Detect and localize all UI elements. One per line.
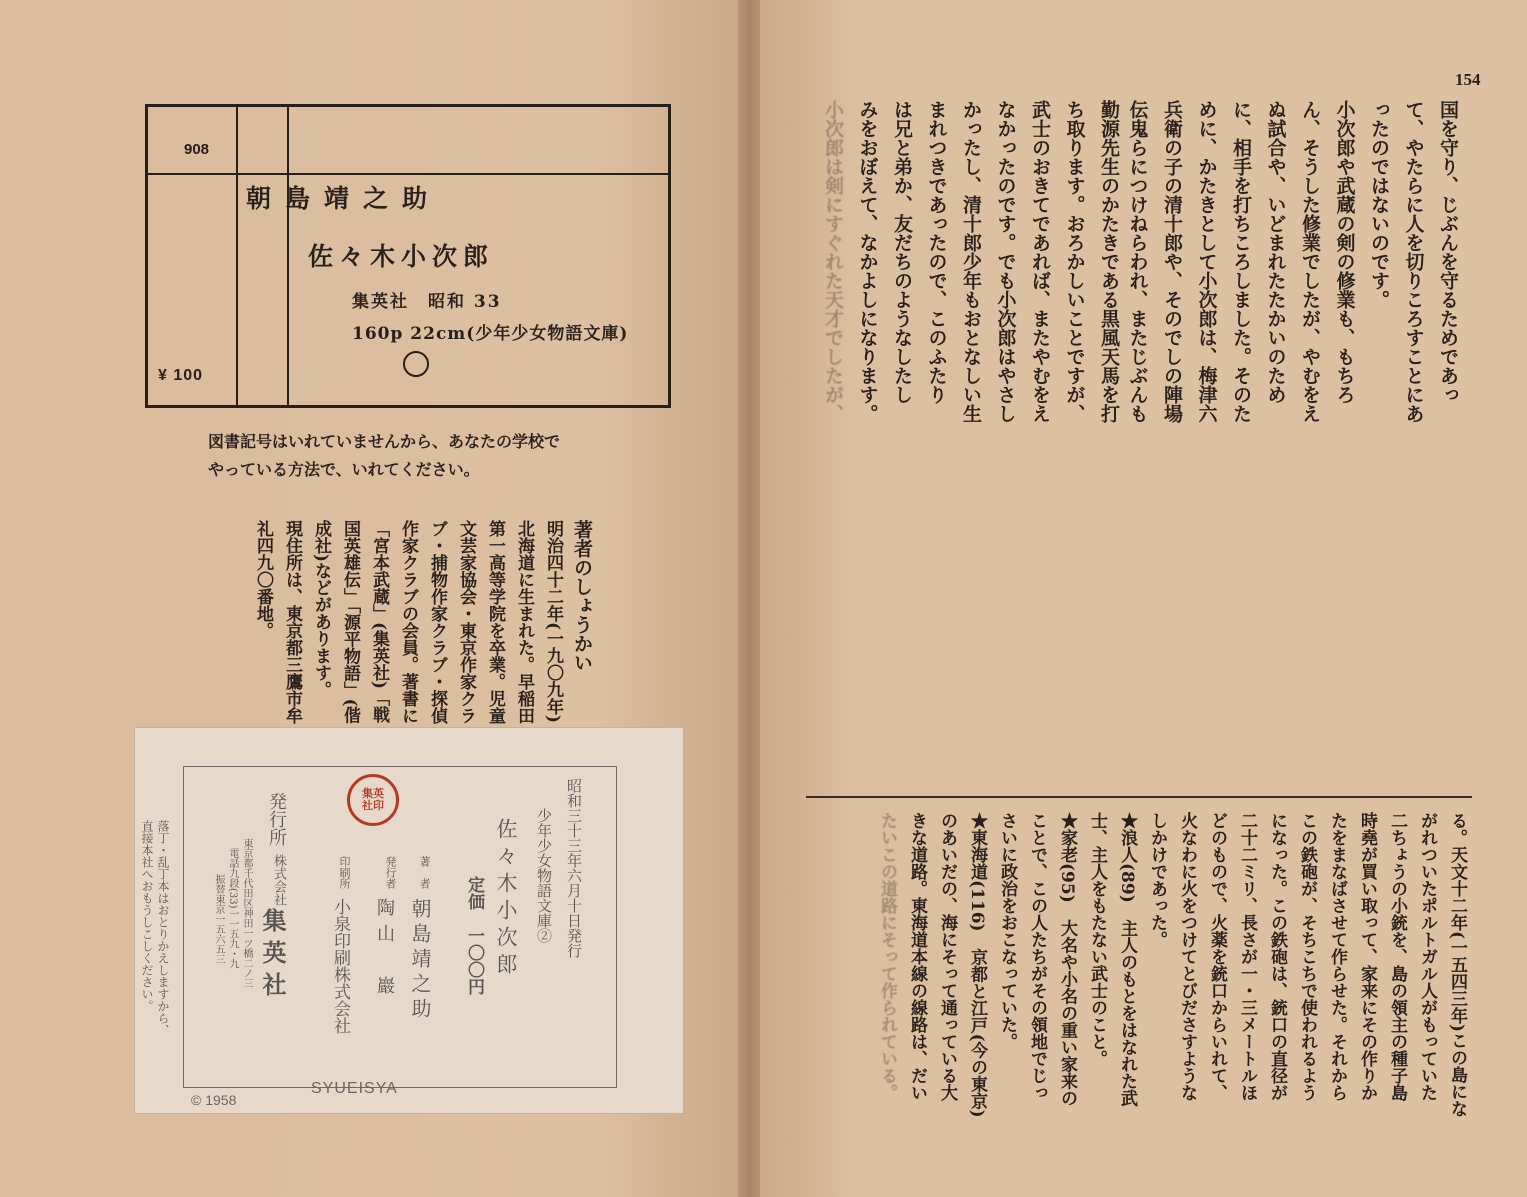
text-column: ぬ試合や、いどまれたたかいのため bbox=[1264, 100, 1287, 404]
text-column: は兄と弟か、友だちのようなしたし bbox=[891, 100, 913, 404]
section-rule bbox=[806, 796, 1472, 798]
note-column: る。天文十二年(一五四三年)この島にな bbox=[1447, 812, 1467, 1118]
bio-line: 成社)などがあります。 bbox=[311, 520, 331, 699]
bio-heading: 著者のしょうかい bbox=[571, 520, 593, 672]
bio-line: 国英雄伝」「源平物語」(偕 bbox=[340, 520, 360, 724]
bio-line: 現住所は、東京都三鷹市牟 bbox=[282, 520, 302, 724]
colophon-printer: 小泉印刷株式会社 bbox=[330, 898, 350, 1034]
card-circle-mark bbox=[403, 351, 429, 377]
colophon-return-note: 直接本社へおもうしこしください。 bbox=[140, 820, 154, 1012]
note-column: きな道路。東海道本線の線路は、だい bbox=[907, 812, 927, 1101]
card-note bbox=[208, 428, 560, 484]
note-column: たをまなばさせて作らせた。それから bbox=[1327, 812, 1347, 1101]
colophon-author-label: 著 者 bbox=[418, 856, 431, 889]
note-column: 二十二ミリ、長さが一・三メートルほ bbox=[1237, 812, 1257, 1101]
note-column: この鉄砲が、そちこちで使われるよう bbox=[1297, 812, 1317, 1101]
colophon-romaji: SYUEISYA bbox=[311, 1080, 398, 1097]
colophon-price: 定価 一〇〇円 bbox=[464, 876, 484, 995]
note-column: 二ちょうの小銃を、島の領主の種子島 bbox=[1387, 812, 1407, 1101]
author-bio bbox=[248, 520, 596, 724]
note-column: になった。この鉄砲は、銃口の直径が bbox=[1267, 812, 1287, 1101]
card-divider bbox=[148, 173, 668, 175]
card-divider bbox=[236, 107, 238, 405]
colophon-address: 東京都千代田区神田一ツ橋二ノ三 bbox=[241, 838, 252, 988]
colophon-printer-label: 印刷所 bbox=[338, 856, 351, 889]
colophon-series: 少年少女物語文庫② bbox=[535, 808, 553, 943]
text-column: ったのではないのです。 bbox=[1368, 100, 1390, 309]
text-column: 勤源先生のかたきである黒風天馬を打 bbox=[1098, 100, 1120, 423]
card-publisher: 集英社 昭和 33 bbox=[352, 292, 502, 312]
note-column: がれついたポルトガル人がもっていた bbox=[1417, 812, 1437, 1101]
note-column: さいに政治をおこなっていた。 bbox=[997, 812, 1017, 1050]
colophon-publisher-label: 発行者 bbox=[384, 856, 397, 889]
bio-line: 明治四十二年(一九〇九年) bbox=[543, 520, 563, 724]
note-line: 図書記号はいれていませんから、あなたの学校で bbox=[208, 432, 561, 451]
card-price: ¥ 100 bbox=[158, 367, 204, 384]
text-column: みをおぼえて、なかよしになります。 bbox=[856, 100, 879, 423]
text-column: ち取ります。おろかしいことですが、 bbox=[1063, 100, 1086, 423]
body-text-upper-b bbox=[816, 100, 1126, 790]
colophon-return-note: 落丁・乱丁本はおとりかえしますから、 bbox=[156, 820, 170, 1036]
text-column: かったし、清十郎少年もおとなしい生 bbox=[960, 100, 982, 423]
text-column: 国を守り、じぶんを守るためであっ bbox=[1437, 100, 1459, 404]
text-column: 小次郎や武蔵の剣の修業も、もちろ bbox=[1333, 100, 1356, 404]
glossary-notes bbox=[812, 812, 1472, 1142]
colophon-copyright: © 1958 bbox=[191, 1092, 237, 1108]
colophon-book-title: 佐々木小次郎 bbox=[494, 818, 518, 980]
note-column: 時堯が買い取って、家来にその作りか bbox=[1357, 812, 1377, 1101]
text-column: て、やたらに人を切りころすことにあ bbox=[1402, 100, 1425, 423]
text-column: 伝鬼らにつけねらわれ、またじぶんも bbox=[1126, 100, 1149, 423]
colophon-slip bbox=[135, 728, 683, 1113]
left-page bbox=[0, 0, 740, 1197]
text-column: に、相手を打ちころしました。そのた bbox=[1230, 100, 1252, 423]
colophon-account: 振替東京一五六五三 bbox=[213, 874, 224, 964]
bio-line: 「宮本武蔵」(集英社)「戦 bbox=[369, 520, 389, 724]
catalog-card bbox=[145, 104, 671, 408]
text-column: ん、そうした修業でしたが、やむをえ bbox=[1299, 100, 1321, 423]
card-author: 朝島靖之助 bbox=[246, 184, 442, 213]
colophon-issuer: 集英社 bbox=[258, 908, 287, 1004]
note-column: たいこの道路にそって作られている。 bbox=[877, 812, 897, 1101]
colophon-author: 朝島靖之助 bbox=[408, 898, 432, 1023]
text-column: 兵衛の子の清十郎や、そのでしの陣場 bbox=[1161, 100, 1183, 423]
text-column: めに、かたきとして小次郎は、梅津六 bbox=[1195, 100, 1218, 423]
bio-line: 第一高等学院を卒業。児童 bbox=[485, 520, 505, 724]
text-column: まれつきであったので、このふたり bbox=[925, 100, 948, 404]
card-title: 佐々木小次郎 bbox=[308, 242, 495, 271]
note-column: ことで、この人たちがその領地でじっ bbox=[1027, 812, 1047, 1101]
note-column: ★浪人(89) 主人のもとをはなれた武 bbox=[1117, 812, 1137, 1107]
card-classification-number: 908 bbox=[184, 141, 210, 158]
book-gutter bbox=[738, 0, 762, 1197]
bio-line: 北海道に生まれた。早稲田 bbox=[514, 520, 534, 724]
text-column: なかったのです。でも小次郎はやさし bbox=[994, 100, 1017, 423]
note-column: 士、主人をもたない武士のこと。 bbox=[1087, 812, 1107, 1067]
colophon-issuer-label: 発行所 bbox=[266, 792, 287, 846]
bio-line: 作家クラブの会員。著書に bbox=[398, 520, 418, 724]
bio-line: ブ・捕物作家クラブ・探偵 bbox=[427, 520, 447, 724]
note-line: やっている方法で、いれてください。 bbox=[208, 460, 480, 479]
bio-line: 文芸家協会・東京作家クラ bbox=[456, 520, 476, 724]
publisher-seal-stamp: 集英 社印 bbox=[347, 774, 399, 826]
note-column: ★東海道(116) 京都と江戸(今の東京) bbox=[967, 812, 987, 1118]
note-column: ★家老(95) 大名や小名の重い家来の bbox=[1057, 812, 1077, 1107]
page-number: 154 bbox=[1455, 70, 1481, 89]
card-divider bbox=[287, 107, 289, 405]
colophon-date: 昭和三十三年六月十日発行 bbox=[565, 778, 583, 958]
body-text-upper-a bbox=[1126, 100, 1465, 790]
card-physical-description: 160p 22cm(少年少女物語文庫) bbox=[352, 324, 629, 344]
colophon-phone: 電話九段(33)一一五九・九 bbox=[227, 848, 238, 969]
bio-line: 礼四九〇番地。 bbox=[253, 520, 273, 639]
note-column: どのもので、火薬を銃口からいれて、 bbox=[1207, 812, 1227, 1101]
note-column: 火なわに火をつけてとびださすような bbox=[1177, 812, 1197, 1101]
note-column: しかけであった。 bbox=[1147, 812, 1167, 948]
colophon-publisher-person: 陶山 巖 bbox=[374, 898, 395, 1002]
text-column: 武士のおきてであれば、またやむをえ bbox=[1029, 100, 1051, 423]
note-column: のあいだの、海にそって通っている大 bbox=[937, 812, 957, 1101]
colophon-issuer-type: 株式会社 bbox=[271, 854, 286, 906]
text-column: 小次郎は剣にすぐれた天才でしたが、 bbox=[822, 100, 844, 423]
